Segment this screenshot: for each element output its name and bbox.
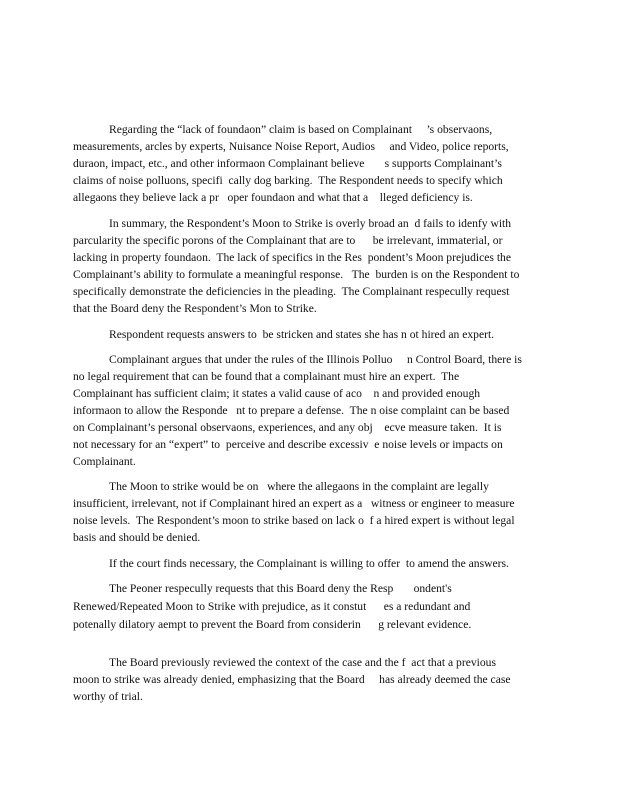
paragraph-line: potenally dilatory aempt to prevent the Board from considerin g relevant evidence. (73, 618, 472, 631)
paragraph-line: worthy of trial. (73, 690, 143, 703)
paragraph-line: The Peoner respecully requests that this Board deny the Resp ondent's (109, 582, 452, 595)
paragraph-line: noise levels. The Respondent’s moon to strike based on lack o f a hired expert is without legal (73, 514, 515, 527)
paragraph-line: In summary, the Respondent’s Moon to Strike is overly broad an d fails to idenfy with (109, 217, 512, 230)
paragraph-line: Respondent requests answers to be stricken and states she has n ot hired an expert. (109, 328, 495, 341)
paragraph-line: on Complainant’s personal observaons, experiences, and any obj ecve measure taken. It is (73, 421, 502, 434)
paragraph-line: not necessary for an “expert” to perceive and describe excessiv e noise levels or impacts on (73, 438, 503, 451)
paragraph-board-review (73, 654, 543, 705)
paragraph-line: lacking in property foundaon. The lack of specifics in the Res pondent’s Moon prejudices the (73, 251, 511, 264)
paragraph-respondent-request (73, 326, 543, 343)
paragraph-line: If the court finds necessary, the Complainant is willing to offer to amend the answers. (109, 557, 509, 570)
paragraph-line: Renewed/Repeated Moon to Strike with prejudice, as it constut es a redundant and (73, 600, 471, 613)
paragraph-line: no legal requirement that can be found that a complainant must hire an expert. The (73, 370, 460, 383)
paragraph-line: duraon, impact, etc., and other informaon Complainant believe s supports Complainant’s (73, 157, 502, 170)
paragraph-line: specifically demonstrate the deficiencies in the pleading. The Complainant respecully request (73, 285, 510, 298)
paragraph-foundation-claim (73, 121, 543, 206)
paragraph-line: basis and should be denied. (73, 531, 201, 544)
paragraph-line: Complainant has sufficient claim; it states a valid cause of aco n and provided enough (73, 387, 481, 400)
paragraph-line: The Moon to strike would be on where the allegaons in the complaint are legally (109, 480, 489, 493)
paragraph-petitioner-request (73, 580, 543, 634)
paragraph-line: parcularity the specific porons of the Complainant that are to be irrelevant, immaterial, or (73, 234, 503, 247)
paragraph-expert-argument (73, 351, 543, 470)
paragraph-offer-to-amend (73, 555, 543, 572)
paragraph-line: insufficient, irrelevant, not if Complainant hired an expert as a witness or engineer to measure (73, 497, 515, 510)
paragraph-line: that the Board deny the Respondent’s Mon to Strike. (73, 302, 317, 315)
paragraph-line: measurements, arcles by experts, Nuisance Noise Report, Audios and Video, police reports, (73, 140, 509, 153)
paragraph-line: moon to strike was already denied, emphasizing that the Board has already deemed the case (73, 673, 511, 686)
paragraph-line: informaon to allow the Responde nt to prepare a defense. The n oise complaint can be based (73, 404, 510, 417)
paragraph-motion-grounds (73, 478, 543, 546)
paragraph-line: claims of noise polluons, specifi cally dog barking. The Respondent needs to specify which (73, 174, 503, 187)
paragraph-line: Regarding the “lack of foundaon” claim is based on Complainant ’s observaons, (109, 123, 493, 136)
paragraph-line: The Board previously reviewed the context of the case and the f act that a previous (109, 656, 496, 669)
paragraph-line: Complainant argues that under the rules of the Illinois Polluo n Control Board, there is (109, 353, 522, 366)
paragraph-summary (73, 215, 543, 317)
paragraph-line: Complainant’s ability to formulate a meaningful response. The burden is on the Respondent to (73, 268, 520, 281)
paragraph-line: Complainant. (73, 455, 136, 468)
paragraph-line: allegaons they believe lack a pr oper foundaon and what that a lleged deficiency is. (73, 191, 473, 204)
